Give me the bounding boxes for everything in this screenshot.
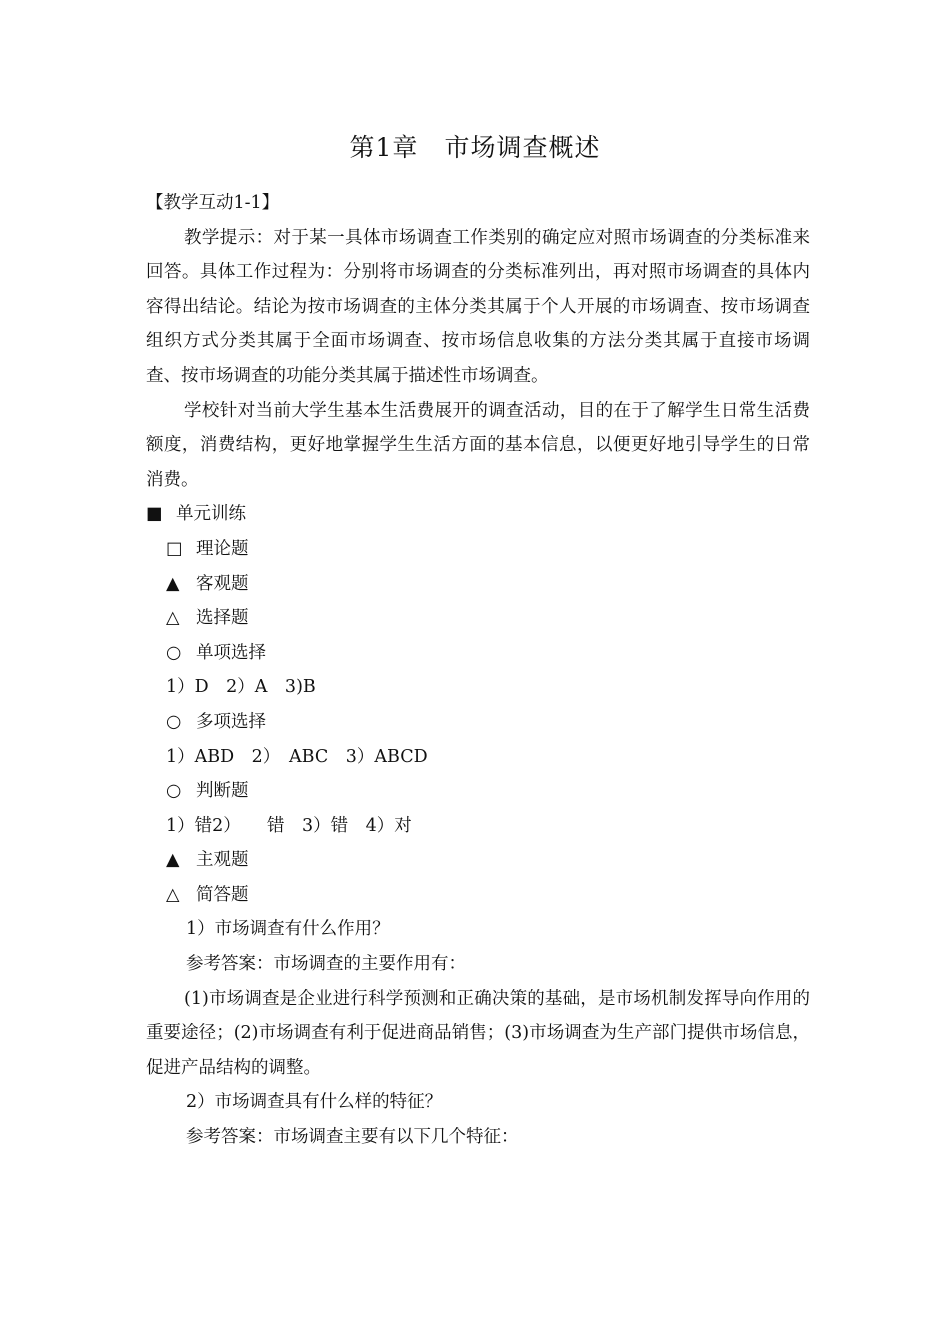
circle-icon: ○ (166, 711, 182, 732)
chapter-number: 第1章 (349, 133, 419, 162)
subjective-heading (146, 843, 810, 878)
objective-heading (146, 567, 810, 602)
subjective-label: 主观题 (196, 850, 249, 871)
empty-triangle-icon: △ (166, 884, 180, 905)
single-choice-heading (146, 636, 810, 671)
answer-1-intro: 参考答案：市场调查的主要作用有： (186, 954, 466, 975)
objective-label: 客观题 (196, 573, 249, 594)
teaching-hint-paragraph: 教学提示：对于某一具体市场调查工作类别的确定应对照市场调查的分类标准来回答。具体工作过程为：分别将市场调查的分类标准列出，再对照市场调查的具体内容得出结论。结论为按市场调查的主体分类其属于个人开展的市场调查、按市场调查组织方式分类其属于全面市场调查、按市场信息收集的方法分类其属于直接市场调查、按市场调查的功能分类其属于描述性市场调查。 (146, 227, 810, 386)
document-body (146, 186, 810, 1155)
question-1: 1）市场调查有什么作用？ (186, 919, 390, 940)
filled-triangle-icon: ▲ (166, 573, 180, 594)
case-paragraph: 学校针对当前大学生基本生活费展开的调查活动，目的在于了解学生日常生活费额度，消费结构，更好地掌握学生生活方面的基本信息，以便更好地引导学生的日常消费。 (146, 400, 810, 490)
multiple-choice-answers: 1）ABD 2） ABC 3）ABCD (166, 746, 428, 767)
circle-icon: ○ (166, 642, 182, 663)
single-choice-label: 单项选择 (196, 642, 266, 663)
theory-heading (146, 532, 810, 567)
judge-label: 判断题 (196, 781, 249, 802)
answer-2-intro: 参考答案：市场调查主要有以下几个特征： (186, 1127, 519, 1148)
question-2: 2）市场调查具有什么样的特征？ (186, 1092, 443, 1113)
multiple-choice-label: 多项选择 (196, 711, 266, 732)
circle-icon: ○ (166, 781, 182, 802)
theory-label: 理论题 (196, 538, 249, 559)
empty-triangle-icon: △ (166, 608, 180, 629)
chapter-name: 市场调查概述 (444, 133, 601, 162)
filled-triangle-icon: ▲ (166, 850, 180, 871)
interaction-heading: 【教学互动1-1】 (146, 193, 280, 213)
filled-square-icon: ■ (146, 504, 163, 525)
short-answer-label: 简答题 (196, 884, 249, 905)
short-answer-heading (146, 878, 810, 913)
unit-training-label: 单元训练 (176, 504, 246, 525)
choice-label: 选择题 (196, 608, 249, 629)
multiple-choice-heading (146, 705, 810, 740)
judge-heading (146, 774, 810, 809)
answer-1-body: (1)市场调查是企业进行科学预测和正确决策的基础，是市场机制发挥导向作用的重要途径；(2)市场调查有利于促进商品销售；(3)市场调查为生产部门提供市场信息，促进产品结构的调整。 (146, 988, 810, 1078)
judge-answers: 1）错2） 错 3）错 4）对 (166, 815, 412, 836)
single-choice-answers: 1）D 2）A 3)B (166, 677, 316, 698)
choice-heading (146, 601, 810, 636)
empty-square-icon: □ (166, 538, 183, 559)
unit-training-heading (146, 497, 810, 532)
chapter-title (0, 130, 950, 166)
